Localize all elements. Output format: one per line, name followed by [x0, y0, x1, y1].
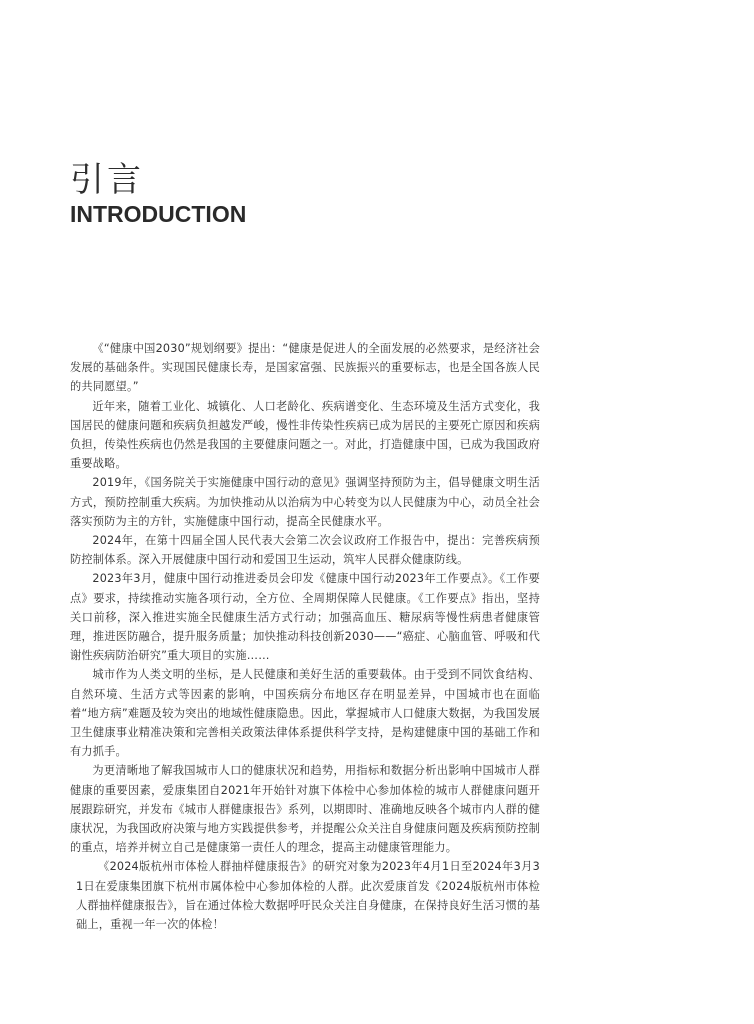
introduction-body [70, 339, 540, 934]
paragraph-hangzhou-report: 《2024版杭州市体检人群抽样健康报告》的研究对象为2023年4月1日至2024年3月31日在爱康集团旗下杭州市属体检中心参加体检的人群。此次爱康首发《2024版杭州市体检人群抽样健康报告》，旨在通过体检大数据呼吁民众关注自身健康，在保持良好生活习惯的基础上，重视一年一次的体检！ [76, 860, 540, 932]
paragraph-disease-burden: 近年来，随着工业化、城镇化、人口老龄化、疾病谱变化、生态环境及生活方式变化，我国居民的健康问题和疾病负担越发严峻，慢性非传染性疾病已成为居民的主要死亡原因和疾病负担，传染性疾病也仍然是我国的主要健康问题之一。对此，打造健康中国，已成为我国政府重要战略。 [70, 399, 540, 471]
paragraph-2019-opinion: 2019年，《国务院关于实施健康中国行动的意见》强调坚持预防为主，倡导健康文明生活方式，预防控制重大疾病。为加快推动从以治病为中心转变为以人民健康为中心，动员全社会落实预防为主的方针，实施健康中国行动，提高全民健康水平。 [70, 476, 540, 528]
page-title-chinese: 引言 [70, 160, 144, 200]
paragraph-2024-report: 2024年，在第十四届全国人民代表大会第二次会议政府工作报告中，提出：完善疾病预防控制体系。深入开展健康中国行动和爱国卫生运动，筑牢人民群众健康防线。 [70, 534, 540, 567]
paragraph-ikang-research: 为更清晰地了解我国城市人口的健康状况和趋势，用指标和数据分析出影响中国城市人群健康的重要因素，爱康集团自2021年开始针对旗下体检中心参加体检的城市人群健康问题开展跟踪研究，并发布《城市人群健康报告》系列，以期即时、准确地反映各个城市内人群的健康状况，为我国政府决策与地方实践提供参考，并提醒公众关注自身健康问题及疾病预防控制的重点，培养并树立自己是健康第一责任人的理念，提高主动健康管理能力。 [70, 764, 540, 855]
paragraph-outline-quote: 《“健康中国2030”规划纲要》提出：“健康是促进人的全面发展的必然要求，是经济社会发展的基础条件。实现国民健康长寿，是国家富强、民族振兴的重要标志，也是全国各族人民的共同愿望。” [70, 342, 540, 394]
paragraph-city-health: 城市作为人类文明的坐标，是人民健康和美好生活的重要载体。由于受到不同饮食结构、自然环境、生活方式等因素的影响，中国疾病分布地区存在明显差异，中国城市也在面临着“地方病”难题及较为突出的地域性健康隐患。因此，掌握城市人口健康大数据，为我国发展卫生健康事业精准决策和完善相关政策法律体系提供科学支持，是构建健康中国的基础工作和有力抓手。 [70, 668, 540, 759]
page-title-english: INTRODUCTION [70, 201, 247, 227]
paragraph-2023-work-points: 2023年3月，健康中国行动推进委员会印发《健康中国行动2023年工作要点》。《工作要点》要求，持续推动实施各项行动，全方位、全周期保障人民健康。《工作要点》指出，坚持关口前移，深入推进实施全民健康生活方式行动；加强高血压、糖尿病等慢性病患者健康管理，推进医防融合，提升服务质量；加快推动科技创新2030——“癌症、心脑血管、呼吸和代谢性疾病防治研究”重大项目的实施…… [70, 572, 540, 663]
